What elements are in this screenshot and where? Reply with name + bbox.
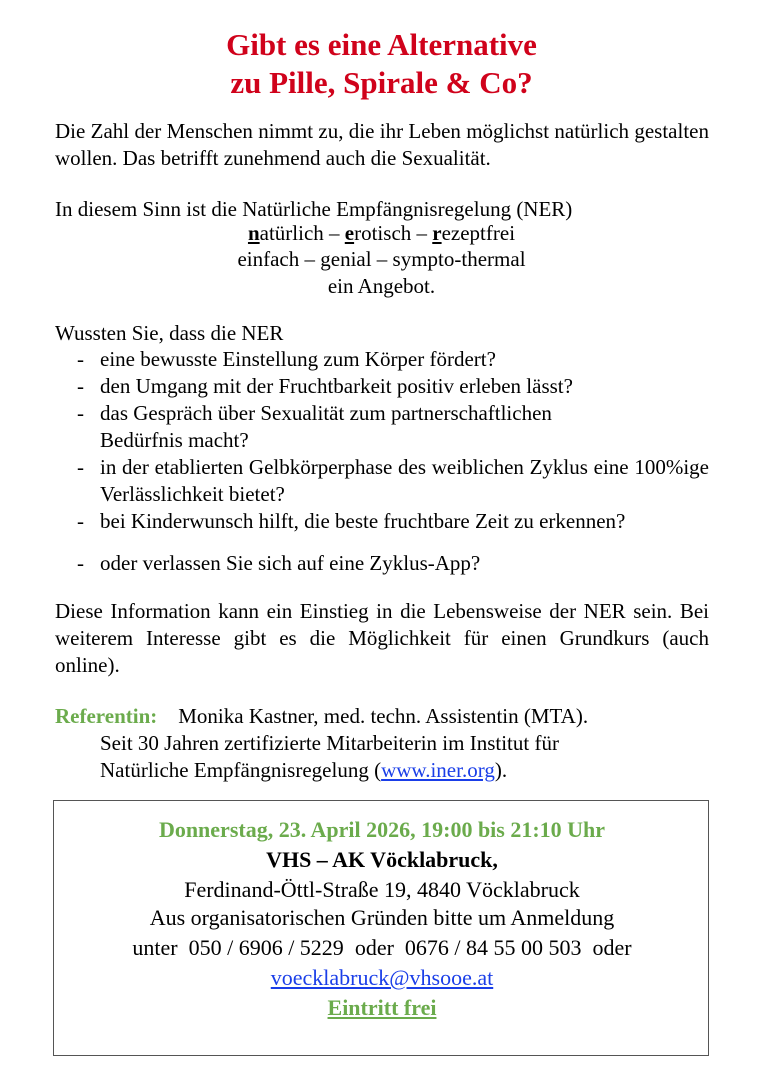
ner-word-3: ezeptfrei [441, 221, 516, 245]
event-venue: VHS – AK Vöcklabruck, [266, 847, 498, 872]
questions-lead: Wussten Sie, dass die NER [55, 321, 284, 345]
phone-suffix: oder [581, 935, 632, 960]
phone-number-2[interactable]: 0676 / 84 55 00 503 [404, 935, 582, 960]
ner-letter-n: n [247, 221, 260, 245]
dash-bullet: - [77, 455, 84, 479]
referent-block [55, 703, 709, 784]
referent-line-1 [55, 703, 709, 730]
title-line-2: zu Pille, Spirale & Co? [230, 65, 533, 100]
phone-number-1[interactable]: 050 / 6906 / 5229 [188, 935, 344, 960]
list-item [55, 508, 709, 535]
event-email-line [54, 963, 710, 993]
dash-bullet: - [77, 509, 84, 533]
list-item [55, 454, 709, 508]
referent-line-3-end: ). [494, 758, 508, 782]
page-title [0, 26, 763, 102]
list-item [55, 346, 709, 373]
list-item-text: den Umgang mit der Fruchtbarkeit positiv erleben lässt? [100, 374, 573, 398]
event-entry-line [54, 993, 710, 1023]
list-item [55, 400, 709, 454]
ner-word-2: rotisch [354, 221, 412, 245]
ner-letter-r: r [432, 221, 442, 245]
referent-name: Monika Kastner, med. techn. Assistentin (MTA). [178, 704, 589, 728]
phone-or: oder [343, 935, 405, 960]
ner-keywords-line [0, 220, 763, 247]
list-item-text: bei Kinderwunsch hilft, die beste fruchtbare Zeit zu erkennen? [100, 509, 626, 533]
ner-word-1: atürlich [259, 221, 324, 245]
dash-bullet: - [77, 551, 84, 575]
dash-bullet: - [77, 374, 84, 398]
event-note: Aus organisatorischen Gründen bitte um Anmeldung [149, 905, 615, 930]
event-address: Ferdinand-Öttl-Straße 19, 4840 Vöcklabruck [184, 877, 580, 902]
ner-sep-1: – [323, 221, 345, 245]
list-item-text: in der etablierten Gelbkörperphase des weiblichen Zyklus eine 100%ige Verlässlichkeit bietet? [100, 455, 709, 506]
list-item-text: eine bewusste Einstellung zum Körper fördert? [100, 347, 496, 371]
referent-line-2: Seit 30 Jahren zertifizierte Mitarbeiterin im Institut für [100, 731, 559, 755]
title-line-1: Gibt es eine Alternative [226, 27, 537, 62]
event-date: Donnerstag, 23. April 2026, 19:00 bis 21:10 Uhr [158, 817, 606, 842]
dash-bullet: - [77, 401, 84, 425]
email-link[interactable]: voecklabruck@vhsooe.at [270, 965, 494, 990]
ner-intro-line: In diesem Sinn ist die Natürliche Empfängnisregelung (NER) [55, 197, 573, 221]
list-item-text: oder verlassen Sie sich auf eine Zyklus-App? [100, 551, 481, 575]
ner-letter-e: e [344, 221, 355, 245]
ner-sep-2: – [411, 221, 433, 245]
iner-link[interactable]: www.iner.org [381, 758, 495, 782]
info-paragraph: Diese Information kann ein Einstieg in die Lebensweise der NER sein. Bei weiterem Interesse gibt es die Möglichkeit für einen Grundkurs (auch online). [55, 599, 709, 677]
event-phones [54, 933, 710, 963]
ner-line-3: ein Angebot. [327, 274, 436, 298]
intro-paragraph: Die Zahl der Menschen nimmt zu, die ihr Leben möglichst natürlich gestalten wollen. Das betrifft zunehmend auch die Sexualität. [55, 119, 709, 170]
event-box [53, 800, 709, 1056]
referent-label: Referentin: [55, 704, 158, 728]
list-item-text: das Gespräch über Sexualität zum partnerschaftlichen Bedürfnis macht? [100, 401, 552, 452]
list-item [55, 373, 709, 400]
referent-line-3 [55, 757, 709, 784]
entry-free: Eintritt frei [327, 995, 437, 1020]
list-item [55, 550, 709, 577]
questions-list [55, 346, 709, 577]
phone-prefix: unter [132, 935, 189, 960]
referent-line-3-text: Natürliche Empfängnisregelung ( [100, 758, 382, 782]
dash-bullet: - [77, 347, 84, 371]
ner-line-2: einfach – genial – sympto-thermal [237, 247, 526, 271]
